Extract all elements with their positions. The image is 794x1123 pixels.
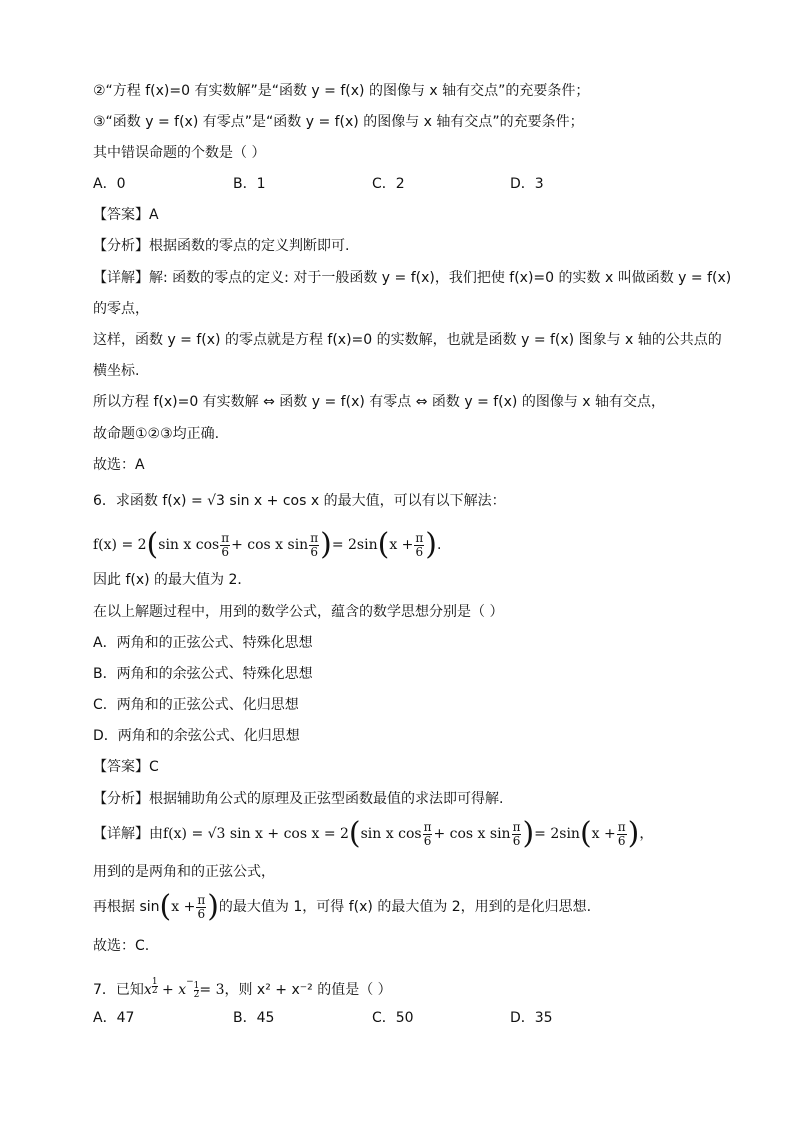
q6-formula-inner-a: sin x cos [158,537,220,553]
q5-option-a: A．0 [93,176,126,192]
q6-max-text: 因此 f(x) 的最大值为 2． [93,572,252,588]
q7-option-c: C．50 [372,1010,414,1026]
q6-formula: f(x) = 2(sin x cos $\frac{\pi}{6}$ + cos x sin $\frac{\pi}{6}$ )= 2sin(x + $\frac{\pi}{6}$ ). [93,527,442,562]
q5-detail-line-1: 【详解】解: 函数的零点的定义: 对于一般函数 y = f(x)，我们把使 f(x)=0 的实数 x 叫做函数 y = f(x) [93,270,732,286]
q6-answer: 【答案】C [93,759,159,775]
q7-option-a: A．47 [93,1010,135,1026]
q5-detail-line-4: 横坐标. [93,363,140,379]
exponent-half: 1 2 [151,977,158,996]
q5-detail-line-2: 的零点， [93,301,149,317]
question-5-prompt: 其中错误命题的个数是（ ） [93,145,266,161]
q5-option-c: C．2 [372,176,405,192]
pi-over-6-fraction: $\frac{\pi}{6}$ [221,530,230,559]
question-6-stem: 6．求函数 f(x) = √3 sin x + cos x 的最大值，可以有以下解法： [93,493,506,509]
q5-choose: 故选：A [93,457,145,473]
q5-option-d: D．3 [510,176,544,192]
left-paren: ( [146,527,159,562]
q5-detail-line-3: 这样，函数 y = f(x) 的零点就是方程 f(x)=0 的实数解，也就是函数 y = f(x) 图象与 x 轴的公共点的 [93,332,722,348]
q6-option-c: C．两角和的正弦公式、化归思想 [93,697,299,713]
q6-formula-mid: = 2sin [331,537,378,553]
q5-detail-line-5: 所以方程 f(x)=0 有实数解 ⇔ 函数 y = f(x) 有零点 ⇔ 函数 y = f(x) 的图像与 x 轴有交点， [93,394,666,410]
statement-3: ③“函数 y = f(x) 有零点”是“函数 y = f(x) 的图像与 x 轴有交点”的充要条件； [93,114,584,130]
q7-option-b: B．45 [233,1010,275,1026]
q6-detail-line-2: 用到的是两角和的正弦公式， [93,864,275,880]
pi-over-6-fraction: $\frac{\pi}{6}$ [423,819,432,848]
q6-detail-line-3: 再根据 sin(x + $\frac{\pi}{6}$ )的最大值为 1，可得 f(x) 的最大值为 2，用到的是化归思想. [93,889,592,924]
q6-formula-left: f(x) = 2 [93,537,147,553]
pi-over-6-fraction: $\frac{\pi}{6}$ [617,819,626,848]
q6-option-a: A．两角和的正弦公式、特殊化思想 [93,635,313,651]
q6-formula-inner-b: + cos x sin [231,537,309,553]
q5-option-b: B．1 [233,176,266,192]
q6-option-d: D．两角和的余弦公式、化归思想 [93,728,300,744]
pi-over-6-fraction: $\frac{\pi}{6}$ [197,892,206,921]
formula-period: . [437,537,442,553]
q5-analysis: 【分析】根据函数的零点的定义判断即可. [93,238,350,254]
right-paren: ) [320,527,332,562]
q6-option-b: B．两角和的余弦公式、特殊化思想 [93,666,313,682]
pi-over-6-fraction: $\frac{\pi}{6}$ [512,819,521,848]
q6-formula-x: x + [389,537,414,553]
question-6-prompt: 在以上解题过程中，用到的数学公式，蕴含的数学思想分别是（ ） [93,604,504,620]
q6-analysis: 【分析】根据辅助角公式的原理及正弦型函数最值的求法即可得解. [93,791,504,807]
statement-2: ②“方程 f(x)=0 有实数解”是“函数 y = f(x) 的图像与 x 轴有交点”的充要条件； [93,83,590,99]
pi-over-6-fraction: $\frac{\pi}{6}$ [310,530,319,559]
q6-detail-line-1: 【详解】由f(x) = √3 sin x + cos x = 2(sin x cos $\frac{\pi}{6}$ + cos x sin $\frac{\pi}{6}$ )= 2sin(x + $\frac{\pi}{6}$ )， [93,816,654,851]
q5-answer: 【答案】A [93,207,159,223]
pi-over-6-fraction: $\frac{\pi}{6}$ [415,530,424,559]
q6-choose: 故选：C. [93,938,150,954]
q7-option-d: D．35 [510,1010,553,1026]
question-7-stem: 7．已知x $^{\frac{1}{2}}$ + $x^{- \frac{1}{2}}$ = 3，则 x² + x⁻² 的值是（ ） [93,977,392,1000]
q5-detail-line-6: 故命题①②③均正确. [93,426,220,442]
